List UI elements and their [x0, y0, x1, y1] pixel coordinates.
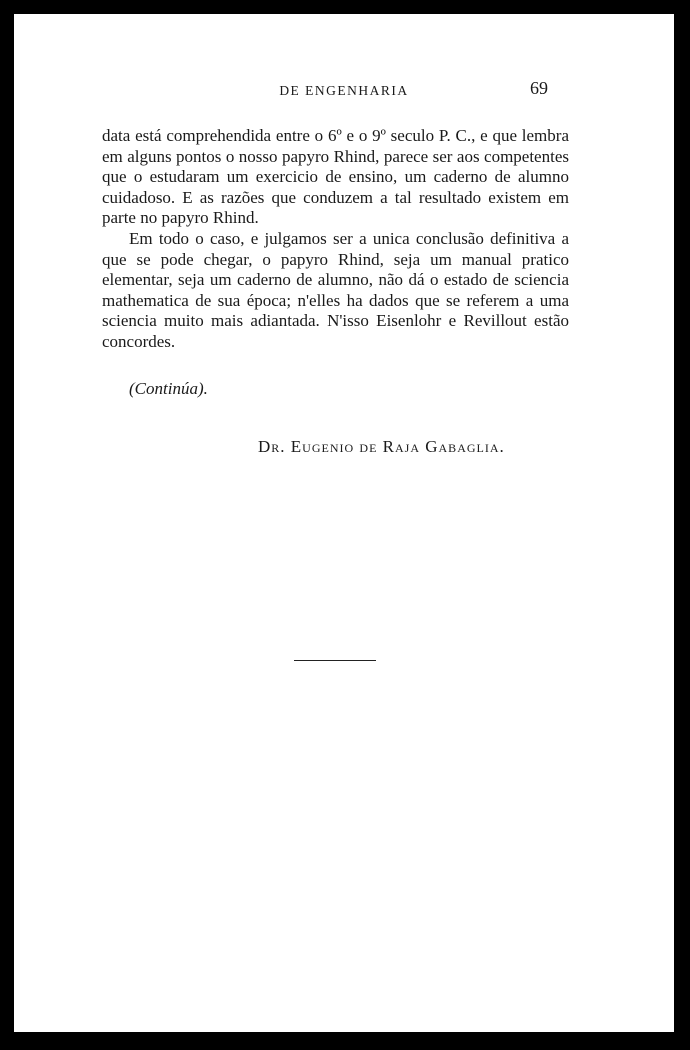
- document-page: [14, 14, 674, 1032]
- continua-note: (Continúa).: [129, 379, 208, 398]
- running-head: DE ENGENHARIA: [279, 83, 409, 98]
- end-rule: [294, 660, 376, 661]
- author-signature: Dr. Eugenio de Raja Gabaglia.: [258, 437, 505, 456]
- page-number: 69: [530, 78, 548, 98]
- body-text: [102, 126, 569, 353]
- paragraph-2: Em todo o caso, e julgamos ser a unica conclusão definitiva a que se pode chegar, o papyro Rhind, seja um manual pratico elementar, seja um caderno de alumno, não dá o estado de sciencia mathematica de sua época; n'elles ha dados que se referem a uma sciencia muito mais adiantada. N'isso Eisenlohr e Revillout estão concordes.: [102, 228, 569, 351]
- paragraph-1: data está comprehendida entre o 6º e o 9º seculo P. C., e que lembra em alguns pontos o nosso papyro Rhind, parece ser aos competentes que o estudaram um exercicio de ensino, um caderno de alumno cuidadoso. E as razões que conduzem a tal resultado existem em parte no papyro Rhind.: [102, 126, 569, 228]
